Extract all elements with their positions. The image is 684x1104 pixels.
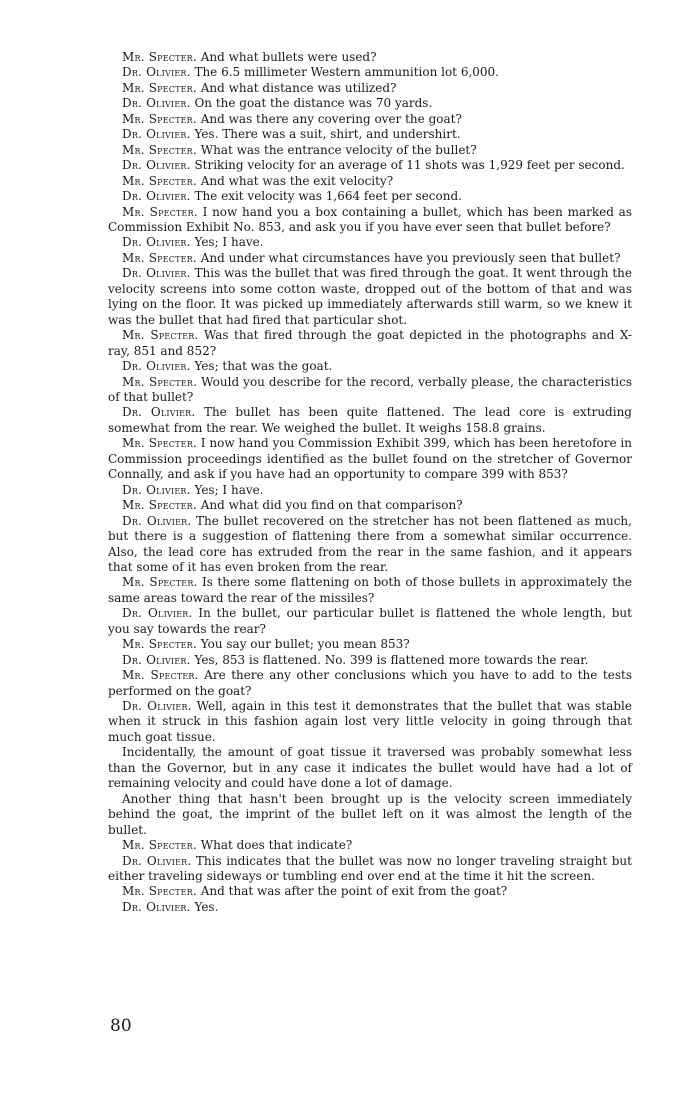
paragraph-text: Yes; I have. <box>194 235 264 250</box>
paragraph-text: Yes. <box>194 899 219 914</box>
speaker-label: Dr. Olivier. <box>122 699 192 714</box>
speaker-label: Dr. Olivier. <box>122 606 193 621</box>
speaker-label: Dr. Olivier. <box>122 405 196 420</box>
speaker-label: Dr. Olivier. <box>122 359 191 374</box>
paragraph-text: The bullet recovered on the stretcher has not been flattened as much, but there is a suggestion of flattening there from a somewhat similar occurrence. Also, the lead core has extruded from the rear in the same fashion, and it appears that some of it has even broken from the rear. <box>108 513 632 574</box>
paragraph-text: What does that indicate? <box>200 838 353 853</box>
paragraph-text: What was the entrance velocity of the bullet? <box>200 142 477 157</box>
transcript-paragraph <box>108 328 632 359</box>
paragraph-text: Would you describe for the record, verbally please, the characteristics of that bullet? <box>108 374 632 404</box>
speaker-label: Dr. Olivier. <box>122 65 191 80</box>
transcript-paragraph <box>108 127 632 142</box>
speaker-label: Dr. Olivier. <box>122 513 192 528</box>
transcript-paragraph <box>108 745 632 791</box>
speaker-label: Mr. Specter. <box>122 838 197 853</box>
transcript-paragraph <box>108 266 632 328</box>
speaker-label: Dr. Olivier. <box>122 266 191 281</box>
paragraph-text: Yes; I have. <box>194 482 264 497</box>
speaker-label: Mr. Specter. <box>122 575 198 590</box>
speaker-label: Mr. Specter. <box>122 250 197 265</box>
paragraph-text: Is there some flattening on both of those bullets in approximately the same areas toward the rear of the missiles? <box>108 575 632 605</box>
speaker-label: Dr. Olivier. <box>122 158 191 173</box>
transcript-paragraph <box>108 96 632 111</box>
transcript-paragraph <box>108 251 632 266</box>
speaker-label: Mr. Specter. <box>122 374 198 389</box>
paragraph-text: Was that fired through the goat depicted in the photographs and X-ray, 851 and 852? <box>108 328 632 358</box>
speaker-label: Mr. Specter. <box>122 637 197 652</box>
speaker-label: Mr. Specter. <box>122 328 199 343</box>
transcript-paragraph <box>108 884 632 899</box>
paragraph-text: Incidentally, the amount of goat tissue it traversed was probably somewhat less than the Governor, but in any case it indicates the bullet would have had a lot of remaining velocity and could have done a lot of damage. <box>108 745 632 791</box>
paragraph-text: And under what circumstances have you previously seen that bullet? <box>200 250 621 265</box>
transcript-paragraph <box>108 637 632 652</box>
transcript-body <box>108 50 632 915</box>
transcript-paragraph <box>108 174 632 189</box>
speaker-label: Dr. Olivier. <box>122 96 191 111</box>
transcript-paragraph <box>108 699 632 745</box>
transcript-paragraph <box>108 189 632 204</box>
paragraph-text: And was there any covering over the goat? <box>200 111 462 126</box>
paragraph-text: And what bullets were used? <box>200 50 377 64</box>
transcript-paragraph <box>108 653 632 668</box>
page-number: 80 <box>110 1016 132 1036</box>
paragraph-text: Are there any other conclusions which you have to add to the tests performed on the goat? <box>108 668 632 698</box>
paragraph-text: I now hand you a box containing a bullet, which has been marked as Commission Exhibit No. 853, and ask you if you have ever seen that bullet before? <box>108 204 632 234</box>
paragraph-text: And what was the exit velocity? <box>200 173 394 188</box>
paragraph-text: I now hand you Commission Exhibit 399, which has been heretofore in Commission proceedings identified as the bullet found on the stretcher of Governor Connally, and ask if you have had an opportunity to compare 399 with 853? <box>108 436 632 482</box>
transcript-paragraph <box>108 514 632 576</box>
transcript-paragraph <box>108 498 632 513</box>
speaker-label: Dr. Olivier. <box>122 853 192 868</box>
transcript-paragraph <box>108 359 632 374</box>
transcript-paragraph <box>108 143 632 158</box>
speaker-label: Dr. Olivier. <box>122 235 191 250</box>
transcript-paragraph <box>108 668 632 699</box>
speaker-label: Mr. Specter. <box>122 668 199 683</box>
speaker-label: Dr. Olivier. <box>122 899 191 914</box>
paragraph-text: Another thing that hasn't been brought up is the velocity screen immediately behind the goat, the imprint of the bullet left on it was almost the length of the bullet. <box>108 791 632 837</box>
speaker-label: Mr. Specter. <box>122 204 198 219</box>
speaker-label: Dr. Olivier. <box>122 127 191 142</box>
paragraph-text: Striking velocity for an average of 11 shots was 1,929 feet per second. <box>194 158 625 173</box>
transcript-paragraph <box>108 838 632 853</box>
paragraph-text: The bullet has been quite flattened. The lead core is extruding somewhat from the rear. We weighed the bullet. It weighs 158.8 grains. <box>108 405 632 435</box>
transcript-paragraph <box>108 65 632 80</box>
paragraph-text: And what distance was utilized? <box>200 80 397 95</box>
transcript-paragraph <box>108 792 632 838</box>
transcript-paragraph <box>108 235 632 250</box>
transcript-paragraph <box>108 436 632 482</box>
paragraph-text: This indicates that the bullet was now no longer traveling straight but either traveling sideways or tumbling end over end at the time it hit the screen. <box>108 853 632 884</box>
transcript-paragraph <box>108 854 632 885</box>
speaker-label: Mr. Specter. <box>122 80 197 95</box>
speaker-label: Mr. Specter. <box>122 50 197 64</box>
paragraph-text: This was the bullet that was fired through the goat. It went through the velocity screens into some cotton waste, dropped out of the bottom of that and was lying on the floor. It was picked up immediately afterwards still warm, so we knew it was the bullet that had fired that particular shot. <box>108 266 632 327</box>
paragraph-text: Yes. There was a suit, shirt, and undershirt. <box>194 127 461 142</box>
speaker-label: Mr. Specter. <box>122 111 197 126</box>
transcript-paragraph <box>108 483 632 498</box>
speaker-label: Mr. Specter. <box>122 173 197 188</box>
transcript-paragraph <box>108 405 632 436</box>
paragraph-text: The 6.5 millimeter Western ammunition lot 6,000. <box>194 65 499 80</box>
transcript-paragraph <box>108 50 632 65</box>
paragraph-text: You say our bullet; you mean 853? <box>200 637 410 652</box>
paragraph-text: Well, again in this test it demonstrates that the bullet that was stable when it struck in this fashion again lost very little velocity in going through that much goat tissue. <box>108 699 632 744</box>
transcript-paragraph <box>108 112 632 127</box>
speaker-label: Dr. Olivier. <box>122 189 191 204</box>
speaker-label: Mr. Specter. <box>122 142 197 157</box>
paragraph-text: Yes, 853 is flattened. No. 399 is flattened more towards the rear. <box>194 652 589 667</box>
transcript-paragraph <box>108 900 632 915</box>
speaker-label: Mr. Specter. <box>122 436 197 451</box>
speaker-label: Dr. Olivier. <box>122 482 191 497</box>
paragraph-text: And what did you find on that comparison? <box>200 498 463 513</box>
transcript-paragraph <box>108 375 632 406</box>
paragraph-text: And that was after the point of exit from the goat? <box>200 884 508 899</box>
transcript-paragraph <box>108 205 632 236</box>
speaker-label: Mr. Specter. <box>122 498 197 513</box>
transcript-paragraph <box>108 81 632 96</box>
speaker-label: Dr. Olivier. <box>122 652 191 667</box>
paragraph-text: Yes; that was the goat. <box>194 359 333 374</box>
transcript-paragraph <box>108 158 632 173</box>
transcript-paragraph <box>108 575 632 606</box>
paragraph-text: On the goat the distance was 70 yards. <box>194 96 433 111</box>
paragraph-text: The exit velocity was 1,664 feet per second. <box>194 189 462 204</box>
speaker-label: Mr. Specter. <box>122 884 197 899</box>
paragraph-text: In the bullet, our particular bullet is flattened the whole length, but you say towards the rear? <box>108 606 632 636</box>
transcript-paragraph <box>108 606 632 637</box>
